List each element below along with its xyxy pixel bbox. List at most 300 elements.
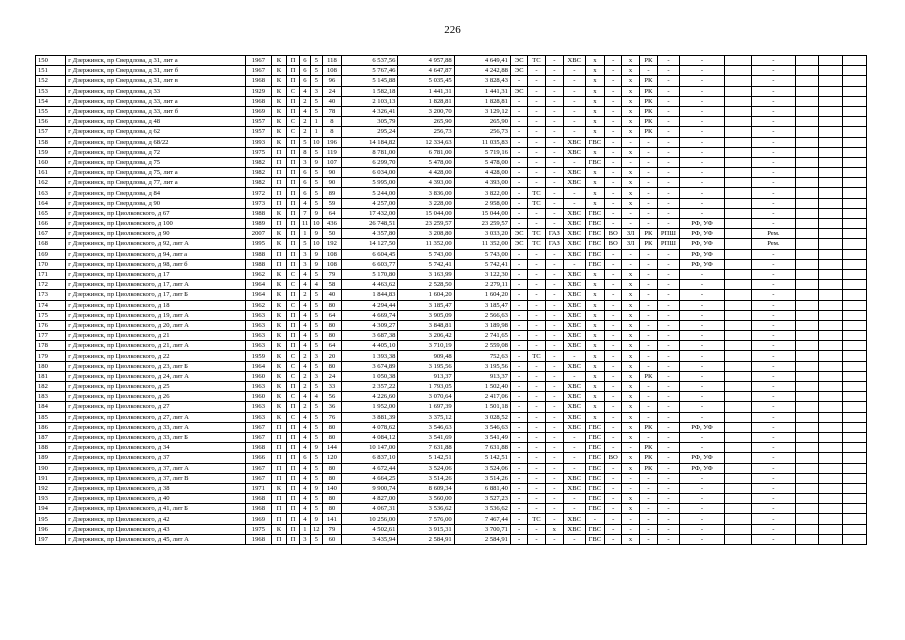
table-cell <box>843 219 867 229</box>
table-cell: 190 <box>36 463 66 473</box>
table-cell: 6 837,10 <box>342 453 398 463</box>
table-cell: 174 <box>36 300 66 310</box>
table-cell: 4 <box>300 269 311 279</box>
table-cell: - <box>622 249 639 259</box>
table-cell: К <box>271 290 286 300</box>
table-cell: 2 741,65 <box>454 331 510 341</box>
table-cell: - <box>752 514 795 524</box>
table-cell: 11 352,00 <box>398 239 454 249</box>
table-cell: - <box>545 147 563 157</box>
table-cell: х <box>622 178 639 188</box>
table-cell: 5 <box>310 66 322 76</box>
table-cell: - <box>658 341 680 351</box>
table-cell: ХВС <box>563 473 585 483</box>
table-cell: - <box>658 310 680 320</box>
table-cell: 6 <box>300 453 311 463</box>
table-cell: - <box>563 188 585 198</box>
table-cell <box>795 76 819 86</box>
table-cell: 23 259,57 <box>454 219 510 229</box>
table-cell: ГВС <box>585 453 604 463</box>
address-cell: г Дзержинск, пр Свердлова, д 75, лит а <box>66 168 246 178</box>
table-cell: - <box>752 168 795 178</box>
table-cell: ГВС <box>585 157 604 167</box>
table-cell <box>725 198 752 208</box>
table-cell: - <box>528 147 545 157</box>
table-cell: 5 <box>310 56 322 66</box>
table-cell: 15 044,00 <box>398 208 454 218</box>
table-row <box>36 463 867 473</box>
table-cell: 154 <box>36 96 66 106</box>
table-cell: 4 <box>300 106 311 116</box>
table-cell <box>843 157 867 167</box>
table-cell: х <box>622 310 639 320</box>
table-cell: П <box>287 432 300 442</box>
table-cell <box>725 494 752 504</box>
table-cell: 8 781,00 <box>342 147 398 157</box>
table-cell: ХВС <box>563 280 585 290</box>
table-cell: - <box>679 382 724 392</box>
table-cell: 7 631,88 <box>398 443 454 453</box>
table-cell: 2 559,08 <box>454 341 510 351</box>
table-cell: 256,73 <box>454 127 510 137</box>
table-cell: - <box>622 259 639 269</box>
table-cell: К <box>271 341 286 351</box>
table-cell: - <box>639 208 657 218</box>
table-cell: - <box>679 534 724 544</box>
table-cell: - <box>679 198 724 208</box>
table-cell: РК <box>639 422 657 432</box>
table-cell: 1993 <box>245 137 271 147</box>
table-cell: - <box>658 259 680 269</box>
table-cell: 1982 <box>245 168 271 178</box>
table-cell: П <box>271 219 286 229</box>
table-cell <box>795 219 819 229</box>
table-cell: - <box>679 280 724 290</box>
table-cell: РФ, УФ <box>679 219 724 229</box>
table-cell <box>819 331 843 341</box>
table-cell: - <box>658 300 680 310</box>
table-cell <box>843 412 867 422</box>
table-cell: - <box>658 198 680 208</box>
table-cell: х <box>622 86 639 96</box>
table-cell: П <box>287 310 300 320</box>
table-cell: ХВС <box>563 483 585 493</box>
table-cell: 9 <box>310 249 322 259</box>
table-cell: 5 142,51 <box>454 453 510 463</box>
table-cell <box>843 361 867 371</box>
table-cell: К <box>271 331 286 341</box>
table-cell: х <box>622 269 639 279</box>
table-cell: 5 145,88 <box>342 76 398 86</box>
table-cell: 5 <box>310 473 322 483</box>
table-cell: - <box>658 361 680 371</box>
table-cell: - <box>528 432 545 442</box>
table-cell: - <box>510 290 527 300</box>
table-cell: х <box>622 453 639 463</box>
table-cell: - <box>545 106 563 116</box>
table-cell <box>843 269 867 279</box>
table-cell: 1 502,40 <box>454 382 510 392</box>
table-cell: 14 184,82 <box>342 137 398 147</box>
table-cell: К <box>271 66 286 76</box>
table-cell <box>819 473 843 483</box>
table-cell: - <box>563 463 585 473</box>
table-cell: 2 584,91 <box>454 534 510 544</box>
table-cell: - <box>528 280 545 290</box>
table-cell: 1968 <box>245 76 271 86</box>
table-cell <box>843 351 867 361</box>
table-cell: - <box>752 188 795 198</box>
table-cell: 3 195,56 <box>454 361 510 371</box>
table-cell: 8 <box>300 147 311 157</box>
table-cell: - <box>545 269 563 279</box>
table-cell: 4 664,25 <box>342 473 398 483</box>
table-cell: х <box>585 96 604 106</box>
table-cell: - <box>639 280 657 290</box>
table-cell: 10 <box>310 137 322 147</box>
table-cell: 6 <box>300 188 311 198</box>
address-cell: г Дзержинск, пр Свердлова, д 31, лит б <box>66 66 246 76</box>
table-cell: 5 <box>310 178 322 188</box>
table-cell: 4 <box>310 280 322 290</box>
table-cell: - <box>510 188 527 198</box>
table-cell: 1 844,83 <box>342 290 398 300</box>
table-cell: 1963 <box>245 412 271 422</box>
table-cell: РФ, УФ <box>679 453 724 463</box>
table-cell <box>725 320 752 330</box>
table-cell: - <box>622 219 639 229</box>
table-cell: 1964 <box>245 361 271 371</box>
table-cell: - <box>639 219 657 229</box>
table-cell: - <box>528 320 545 330</box>
table-cell: - <box>510 269 527 279</box>
table-row <box>36 371 867 381</box>
table-cell: - <box>679 290 724 300</box>
table-cell: - <box>545 453 563 463</box>
table-cell: 182 <box>36 382 66 392</box>
table-cell: - <box>605 351 622 361</box>
table-cell: - <box>510 422 527 432</box>
table-cell: - <box>545 412 563 422</box>
table-row <box>36 320 867 330</box>
table-cell <box>795 178 819 188</box>
table-cell: 3 028,52 <box>454 412 510 422</box>
table-cell: - <box>510 341 527 351</box>
table-cell: - <box>563 66 585 76</box>
table-cell <box>795 280 819 290</box>
table-cell: 170 <box>36 259 66 269</box>
table-cell: - <box>658 331 680 341</box>
table-cell: - <box>563 504 585 514</box>
table-cell: - <box>752 66 795 76</box>
table-cell: - <box>545 66 563 76</box>
table-cell: 1982 <box>245 178 271 188</box>
table-cell <box>843 341 867 351</box>
table-cell: 6 299,70 <box>342 157 398 167</box>
table-cell: ВО <box>605 229 622 239</box>
table-cell: ХВС <box>563 137 585 147</box>
table-cell: 179 <box>36 351 66 361</box>
table-cell: П <box>287 56 300 66</box>
table-cell: 4 <box>300 422 311 432</box>
table-cell: - <box>639 534 657 544</box>
table-cell: - <box>605 208 622 218</box>
table-cell <box>819 178 843 188</box>
table-cell: РФ, УФ <box>679 259 724 269</box>
table-cell: х <box>622 96 639 106</box>
table-row <box>36 310 867 320</box>
address-cell: г Дзержинск, пр Циолковского, д 37 <box>66 453 246 463</box>
table-cell <box>795 504 819 514</box>
table-cell: 5 478,00 <box>454 157 510 167</box>
table-cell: - <box>752 504 795 514</box>
table-cell: 265,90 <box>398 117 454 127</box>
table-cell: - <box>605 463 622 473</box>
table-cell <box>819 320 843 330</box>
table-cell: 172 <box>36 280 66 290</box>
table-cell: 40 <box>322 290 341 300</box>
table-cell <box>795 361 819 371</box>
table-cell <box>843 534 867 544</box>
table-cell: 183 <box>36 392 66 402</box>
table-cell: ХВС <box>563 392 585 402</box>
table-cell: 3 541,49 <box>454 432 510 442</box>
table-cell <box>795 412 819 422</box>
table-cell: 5 742,41 <box>454 259 510 269</box>
table-cell <box>843 514 867 524</box>
table-cell <box>819 66 843 76</box>
table-cell: П <box>271 534 286 544</box>
table-row <box>36 188 867 198</box>
table-cell: х <box>622 300 639 310</box>
address-cell: г Дзержинск, пр Циолковского, д 33, лит Б <box>66 432 246 442</box>
table-cell <box>725 259 752 269</box>
table-cell: 3 687,38 <box>342 331 398 341</box>
table-cell: - <box>605 219 622 229</box>
table-cell <box>819 351 843 361</box>
table-cell: К <box>271 310 286 320</box>
table-row <box>36 382 867 392</box>
table-cell: 10 147,00 <box>342 443 398 453</box>
address-cell: г Дзержинск, пр Циолковского, д 94, лит а <box>66 249 246 259</box>
table-cell: - <box>605 56 622 66</box>
table-cell: х <box>622 351 639 361</box>
table-cell: 4 <box>310 392 322 402</box>
table-row <box>36 422 867 432</box>
table-cell: - <box>510 514 527 524</box>
table-cell: 4 827,00 <box>342 494 398 504</box>
table-cell: 3 375,12 <box>398 412 454 422</box>
table-cell: ТС <box>528 188 545 198</box>
table-cell: - <box>528 402 545 412</box>
table-cell: - <box>605 341 622 351</box>
table-cell <box>725 168 752 178</box>
table-cell: х <box>585 106 604 116</box>
table-cell: ХВС <box>563 168 585 178</box>
table-cell: х <box>622 422 639 432</box>
table-cell: 3 546,63 <box>454 422 510 432</box>
table-cell <box>819 208 843 218</box>
table-cell: 913,37 <box>454 371 510 381</box>
table-cell <box>795 127 819 137</box>
table-cell: - <box>563 127 585 137</box>
table-cell: ТС <box>528 239 545 249</box>
table-cell <box>795 157 819 167</box>
table-cell: ХВС <box>563 290 585 300</box>
table-cell: 4 <box>300 310 311 320</box>
table-cell: - <box>658 290 680 300</box>
table-cell <box>819 453 843 463</box>
table-cell: К <box>271 96 286 106</box>
table-cell: РК <box>639 443 657 453</box>
table-cell: 9 <box>310 443 322 453</box>
address-cell: г Дзержинск, пр Циолковского, д 21, лит А <box>66 341 246 351</box>
table-cell: - <box>639 504 657 514</box>
address-cell: г Дзержинск, пр Свердлова, д 77, лит а <box>66 178 246 188</box>
table-cell: П <box>287 341 300 351</box>
table-cell <box>795 188 819 198</box>
table-cell: - <box>510 300 527 310</box>
table-cell <box>795 137 819 147</box>
table-row <box>36 351 867 361</box>
table-cell: 1 441,31 <box>398 86 454 96</box>
table-row <box>36 249 867 259</box>
table-cell: - <box>679 483 724 493</box>
table-cell: 752,63 <box>454 351 510 361</box>
table-cell: - <box>679 432 724 442</box>
address-cell: г Дзержинск, пр Свердлова, д 33, лит б <box>66 106 246 116</box>
table-cell: х <box>585 280 604 290</box>
table-cell: - <box>510 76 527 86</box>
address-cell: г Дзержинск, пр Циолковского, д 40 <box>66 494 246 504</box>
table-cell: 5 <box>310 463 322 473</box>
table-cell: - <box>528 361 545 371</box>
table-cell <box>795 432 819 442</box>
table-cell: П <box>287 157 300 167</box>
table-cell: - <box>752 341 795 351</box>
table-cell: ХВС <box>563 310 585 320</box>
table-cell: РК <box>639 86 657 96</box>
table-cell: П <box>287 76 300 86</box>
table-cell: - <box>605 127 622 137</box>
table-cell <box>819 147 843 157</box>
table-cell: - <box>679 66 724 76</box>
table-cell: - <box>679 137 724 147</box>
table-cell: РК <box>639 229 657 239</box>
table-cell: ЭС <box>510 56 527 66</box>
table-cell: - <box>563 534 585 544</box>
table-cell: - <box>752 534 795 544</box>
table-cell: - <box>605 402 622 412</box>
table-cell <box>819 106 843 116</box>
table-cell: 436 <box>322 219 341 229</box>
table-cell: ВО <box>605 239 622 249</box>
table-cell: 3 070,64 <box>398 392 454 402</box>
table-cell: - <box>545 382 563 392</box>
table-cell <box>843 310 867 320</box>
table-cell: - <box>752 371 795 381</box>
table-cell: - <box>679 351 724 361</box>
address-cell: г Дзержинск, пр Циолковского, д 20, лит А <box>66 320 246 330</box>
table-cell: 1967 <box>245 473 271 483</box>
table-cell: - <box>679 178 724 188</box>
table-cell: 5 743,00 <box>454 249 510 259</box>
table-cell: х <box>622 494 639 504</box>
table-cell: ГВС <box>585 473 604 483</box>
table-cell: - <box>545 371 563 381</box>
table-cell: 295,24 <box>342 127 398 137</box>
address-cell: г Дзержинск, пр Свердлова, д 33 <box>66 86 246 96</box>
table-cell: П <box>271 463 286 473</box>
table-cell: х <box>585 412 604 422</box>
table-cell: - <box>605 320 622 330</box>
table-cell: 3 195,56 <box>398 361 454 371</box>
table-cell: П <box>271 249 286 259</box>
table-cell <box>819 229 843 239</box>
table-cell: 9 <box>310 229 322 239</box>
table-cell: - <box>639 178 657 188</box>
table-cell: 2 <box>300 117 311 127</box>
table-cell <box>725 188 752 198</box>
table-cell: 80 <box>322 422 341 432</box>
table-cell <box>795 422 819 432</box>
table-cell <box>843 147 867 157</box>
table-cell: х <box>585 392 604 402</box>
table-cell: - <box>510 524 527 534</box>
table-cell: 5 <box>310 290 322 300</box>
table-cell <box>843 208 867 218</box>
table-cell <box>819 198 843 208</box>
table-cell: - <box>563 117 585 127</box>
table-cell: - <box>563 259 585 269</box>
table-cell <box>795 534 819 544</box>
table-cell: - <box>622 137 639 147</box>
table-cell: - <box>752 56 795 66</box>
table-cell: 80 <box>322 494 341 504</box>
table-cell <box>795 208 819 218</box>
table-cell: х <box>622 188 639 198</box>
table-cell: П <box>287 229 300 239</box>
table-cell: 79 <box>322 524 341 534</box>
table-cell: х <box>622 76 639 86</box>
table-cell: 1929 <box>245 86 271 96</box>
table-cell <box>819 259 843 269</box>
table-cell: 5 <box>300 239 311 249</box>
table-cell: 5 <box>300 137 311 147</box>
table-cell: ГВС <box>585 483 604 493</box>
table-cell: 4 502,61 <box>342 524 398 534</box>
table-cell: - <box>605 392 622 402</box>
table-cell <box>843 443 867 453</box>
table-cell: - <box>752 412 795 422</box>
table-cell: - <box>639 188 657 198</box>
table-cell: - <box>658 412 680 422</box>
table-cell: х <box>622 504 639 514</box>
table-cell: - <box>528 534 545 544</box>
table-cell: РК <box>639 127 657 137</box>
table-cell: 177 <box>36 331 66 341</box>
table-cell: 4 257,00 <box>342 198 398 208</box>
table-cell: К <box>271 127 286 137</box>
table-cell <box>843 453 867 463</box>
table-cell: П <box>287 259 300 269</box>
table-cell <box>795 198 819 208</box>
table-cell: - <box>545 198 563 208</box>
table-cell: 3 848,81 <box>398 320 454 330</box>
table-cell <box>725 402 752 412</box>
table-cell: 2007 <box>245 229 271 239</box>
table-cell: 90 <box>322 168 341 178</box>
